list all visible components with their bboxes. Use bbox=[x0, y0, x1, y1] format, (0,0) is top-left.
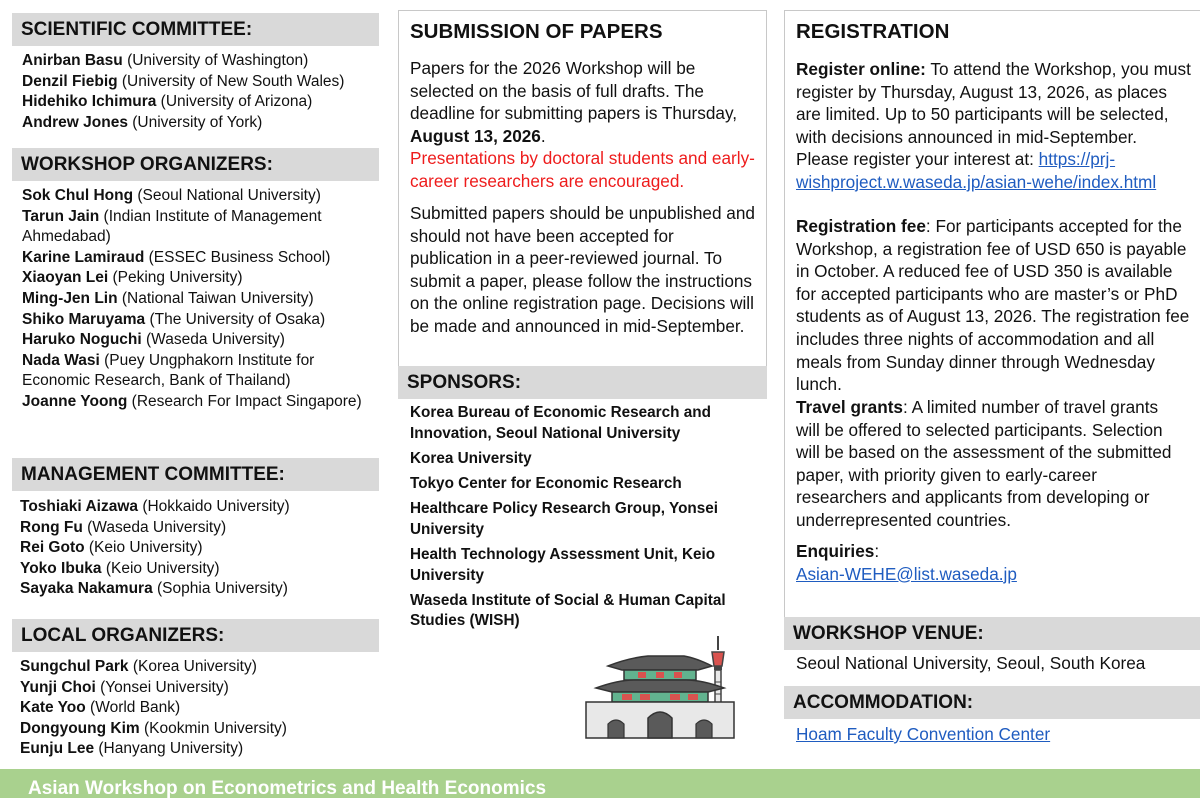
person-name: Rei Goto bbox=[20, 539, 85, 557]
person-affiliation: (Waseda University) bbox=[82, 518, 227, 536]
person-affiliation: (World Bank) bbox=[85, 699, 181, 717]
person-affiliation: (University of New South Wales) bbox=[117, 72, 345, 90]
person-affiliation: (The University of Osaka) bbox=[145, 310, 326, 328]
person-entry bbox=[22, 268, 374, 289]
person-entry bbox=[20, 719, 380, 740]
submission-deadline: August 13, 2026 bbox=[410, 125, 541, 146]
person-affiliation: (Hanyang University) bbox=[94, 740, 244, 758]
submission-para1 bbox=[410, 57, 762, 193]
person-entry bbox=[20, 739, 380, 760]
korean-palace-and-seoul-tower-icon bbox=[578, 622, 744, 744]
person-name: Shiko Maruyama bbox=[22, 310, 146, 328]
registration-box bbox=[784, 10, 1200, 618]
register-online-text: To attend the Workshop, you must register by Thursday, August 13, 2026, as places are limited. Up to 50 participants will be selected, with decisions announced in mid-September. Please register your interest at: bbox=[796, 59, 1191, 170]
person-affiliation: (National Taiwan University) bbox=[117, 289, 314, 307]
sponsor-item: Tokyo Center for Economic Research bbox=[410, 474, 682, 492]
registration-title: REGISTRATION bbox=[796, 20, 950, 43]
person-affiliation: (ESSEC Business School) bbox=[144, 248, 331, 266]
person-affiliation: (Seoul National University) bbox=[133, 187, 321, 204]
person-affiliation: (Waseda University) bbox=[141, 331, 285, 349]
management-committee-header: MANAGEMENT COMMITTEE: bbox=[12, 458, 379, 491]
person-name: Yunji Choi bbox=[20, 678, 96, 696]
person-affiliation: (Kookmin University) bbox=[139, 719, 287, 737]
person-entry bbox=[20, 518, 380, 539]
person-entry bbox=[20, 497, 380, 518]
registration-fee-text: : For participants accepted for the Workshop, a registration fee of USD 650 is payable in October. A reduced fee of USD 350 is available for accepted participants who are master’s or PhD students as of August 13, 2026. The registration fee includes three nights of accommodation and all meals from Sunday dinner through Wednesday lunch. bbox=[796, 216, 1190, 395]
accommodation-header: ACCOMMODATION: bbox=[784, 686, 1200, 719]
person-affiliation: (Puey Ungphakorn Institute for Economic Research, Bank of Thailand) bbox=[22, 351, 315, 390]
person-entry bbox=[20, 579, 380, 600]
person-entry bbox=[22, 330, 374, 351]
workshop-organizers-header: WORKSHOP ORGANIZERS: bbox=[12, 148, 379, 181]
person-affiliation: (University of York) bbox=[127, 113, 263, 131]
travel-grants-label: Travel grants bbox=[796, 397, 903, 417]
enquiries-email-link[interactable]: Asian-WEHE@list.waseda.jp bbox=[796, 563, 1017, 584]
person-entry bbox=[22, 248, 374, 269]
scientific-committee-header: SCIENTIFIC COMMITTEE: bbox=[12, 13, 379, 46]
enquiries-colon: : bbox=[874, 541, 880, 561]
registration-fee bbox=[796, 215, 1192, 396]
local-organizers-list bbox=[20, 657, 380, 760]
person-entry bbox=[22, 392, 374, 413]
person-affiliation: (Yonsei University) bbox=[95, 678, 229, 696]
scientific-committee-list bbox=[22, 51, 382, 133]
person-name: Karine Lamiraud bbox=[22, 248, 145, 266]
person-name: Haruko Noguchi bbox=[22, 331, 142, 349]
person-name: Rong Fu bbox=[20, 518, 83, 536]
person-name: Joanne Yoong bbox=[22, 392, 128, 410]
footer-title: Asian Workshop on Econometrics and Health Economics bbox=[28, 778, 547, 798]
person-entry bbox=[20, 657, 380, 678]
submission-para2: Submitted papers should be unpublished and should not have been accepted for publication in a peer-reviewed journal. To submit a paper, please follow the instructions on the online registration page. Decisions will be made and announced in mid-September. bbox=[410, 203, 755, 336]
submission-box bbox=[398, 10, 767, 368]
person-name: Andrew Jones bbox=[22, 113, 128, 131]
person-name: Sayaka Nakamura bbox=[20, 580, 153, 598]
accommodation-body bbox=[796, 723, 1196, 746]
footer-banner bbox=[0, 769, 1200, 798]
person-entry bbox=[22, 310, 374, 331]
sponsor-item: Korea University bbox=[410, 449, 532, 467]
registration-online bbox=[796, 58, 1194, 194]
person-affiliation: (Korea University) bbox=[128, 658, 257, 675]
person-name: Tarun Jain bbox=[22, 207, 100, 225]
person-name: Yoko Ibuka bbox=[20, 559, 102, 577]
person-name: Hidehiko Ichimura bbox=[22, 93, 157, 111]
local-organizers-header: LOCAL ORGANIZERS: bbox=[12, 619, 379, 652]
person-name: Xiaoyan Lei bbox=[22, 269, 109, 287]
person-entry bbox=[20, 678, 380, 699]
person-affiliation: (Sophia University) bbox=[152, 580, 288, 598]
person-affiliation: (Keio University) bbox=[84, 539, 203, 557]
person-entry bbox=[22, 72, 382, 93]
submission-encouraged-note: Presentations by doctoral students and early-career researchers are encouraged. bbox=[410, 148, 755, 191]
person-name: Sok Chul Hong bbox=[22, 187, 134, 204]
person-affiliation: (University of Arizona) bbox=[156, 93, 313, 111]
person-name: Sungchul Park bbox=[20, 658, 129, 675]
person-entry bbox=[22, 92, 382, 113]
travel-grants bbox=[796, 396, 1186, 532]
workshop-venue-text: Seoul National University, Seoul, South Korea bbox=[796, 653, 1146, 673]
sponsor-item: Healthcare Policy Research Group, Yonsei University bbox=[410, 500, 719, 538]
person-name: Dongyoung Kim bbox=[20, 719, 140, 737]
submission-para1-pre: Papers for the 2026 Workshop will be selected on the basis of full drafts. The deadline for submitting papers is Thursday, bbox=[410, 58, 738, 124]
person-name: Eunju Lee bbox=[20, 740, 95, 758]
person-name: Nada Wasi bbox=[22, 351, 100, 369]
sponsor-item: Health Technology Assessment Unit, Keio University bbox=[410, 545, 716, 584]
submission-title: SUBMISSION OF PAPERS bbox=[410, 20, 663, 43]
workshop-organizers-list bbox=[22, 186, 374, 413]
person-entry bbox=[22, 51, 382, 72]
submission-para1-post: . bbox=[540, 125, 546, 146]
person-entry bbox=[22, 207, 374, 248]
person-entry bbox=[20, 559, 380, 580]
person-name: Ming-Jen Lin bbox=[22, 289, 118, 307]
person-entry bbox=[20, 538, 380, 559]
person-affiliation: (Peking University) bbox=[108, 269, 243, 287]
workshop-venue-header: WORKSHOP VENUE: bbox=[784, 617, 1200, 650]
accommodation-link[interactable]: Hoam Faculty Convention Center bbox=[796, 724, 1051, 744]
registration-fee-label: Registration fee bbox=[796, 216, 926, 236]
enquiries-label: Enquiries bbox=[796, 541, 875, 561]
travel-grants-text: : A limited number of travel grants will be offered to selected participants. Selection will be based on the assessment of the submitted paper, with priority given to early-career researchers and applicants from developing or underrepresented countries. bbox=[796, 397, 1172, 530]
person-affiliation: (Indian Institute of Management Ahmedabad) bbox=[22, 207, 322, 246]
person-name: Denzil Fiebig bbox=[22, 72, 118, 90]
person-entry bbox=[22, 113, 382, 134]
management-committee-list bbox=[20, 497, 380, 600]
person-entry bbox=[20, 698, 380, 719]
person-entry bbox=[22, 186, 374, 207]
person-entry bbox=[22, 289, 374, 310]
person-affiliation: (Research For Impact Singapore) bbox=[127, 392, 362, 410]
person-affiliation: (University of Washington) bbox=[122, 52, 309, 69]
enquiries bbox=[796, 540, 1186, 585]
registration-link[interactable]: https://prj-wishproject.w.waseda.jp/asian-wehe/index.html bbox=[796, 149, 1157, 192]
sponsor-item: Waseda Institute of Social & Human Capital Studies (WISH) bbox=[410, 591, 726, 630]
sponsors-list bbox=[410, 403, 770, 637]
register-online-label: Register online: bbox=[796, 59, 926, 79]
person-entry bbox=[22, 351, 374, 392]
person-affiliation: (Hokkaido University) bbox=[138, 498, 290, 515]
sponsor-item: Korea Bureau of Economic Research and Innovation, Seoul National University bbox=[410, 404, 711, 442]
person-name: Anirban Basu bbox=[22, 52, 123, 69]
sponsors-header: SPONSORS: bbox=[398, 366, 767, 399]
person-name: Kate Yoo bbox=[20, 699, 86, 717]
person-affiliation: (Keio University) bbox=[101, 559, 220, 577]
person-name: Toshiaki Aizawa bbox=[20, 498, 139, 515]
